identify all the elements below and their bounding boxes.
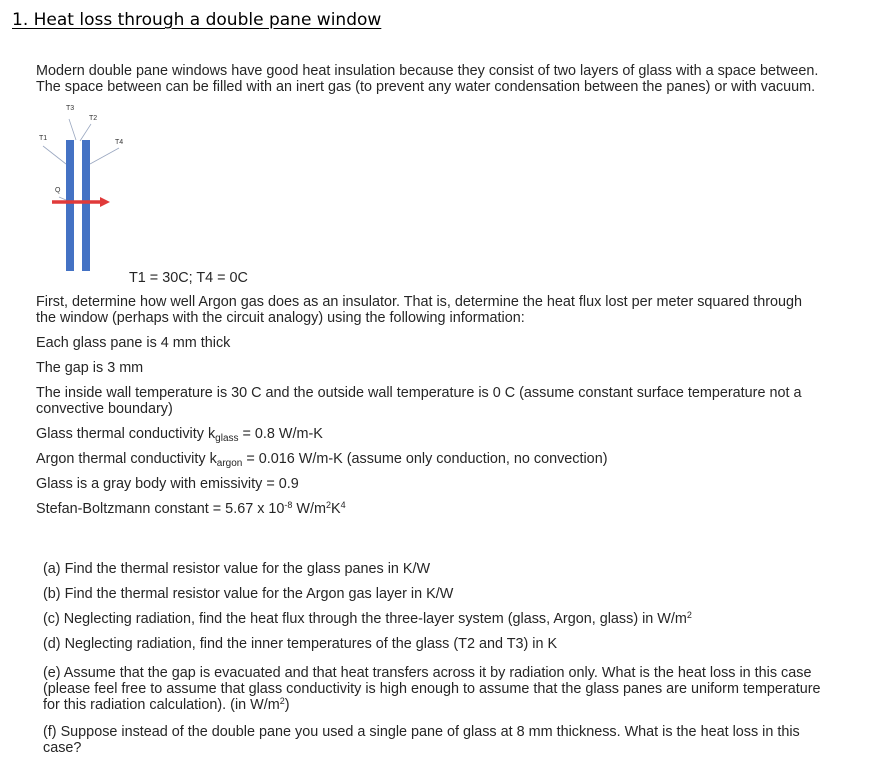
pane-thickness: Each glass pane is 4 mm thick: [36, 335, 231, 351]
question-a: (a) Find the thermal resistor value for the glass panes in K/W: [43, 561, 431, 577]
label-t2: T2: [89, 115, 98, 122]
question-e-line-3: for this radiation calculation). (in $W/m^2$): [43, 696, 290, 713]
t1-leader-line: [43, 146, 66, 164]
task-line-1: First, determine how well Argon gas does as an insulator. That is, determine the heat flux lost per meter squared through: [36, 294, 803, 310]
label-t3: T3: [66, 105, 75, 112]
t3-leader-line: [69, 119, 76, 140]
outer-glass-pane: [82, 140, 90, 271]
label-t4: T4: [115, 139, 124, 146]
inner-glass-pane: [66, 140, 74, 271]
gap-size: The gap is 3 mm: [36, 360, 144, 376]
page-title: 1. Heat loss through a double pane window: [12, 10, 382, 30]
question-e-line-1: (e) Assume that the gap is evacuated and that heat transfers across it by radiation only. What is the heat loss in this case: [43, 665, 812, 681]
intro-line-2: The space between can be filled with an inert gas (to prevent any water condensation between the panes) or with vacuum.: [36, 79, 816, 95]
label-q: Q: [55, 187, 61, 194]
question-c: (c) Neglecting radiation, find the heat flux through the three-layer system (glass, Argon, glass) in $W/m^2$: [43, 610, 692, 627]
question-f-line-1: (f) Suppose instead of the double pane you used a single pane of glass at 8 mm thickness. What is the heat loss in this: [43, 724, 800, 740]
stefan-boltzmann-constant: Stefan-Boltzmann constant = 5.67 x $10^{-8}$ $W/m^2K^4$: [36, 500, 346, 517]
question-d: (d) Neglecting radiation, find the inner temperatures of the glass (T2 and T3) in K: [43, 636, 558, 652]
boundary-temperatures: T1 = 30C; T4 = 0C: [129, 270, 248, 286]
double-pane-diagram: [0, 100, 140, 275]
t2-leader-line: [80, 124, 91, 141]
heat-flow-arrow-head: [100, 197, 110, 207]
glass-emissivity: Glass is a gray body with emissivity = 0.9: [36, 476, 299, 492]
wall-temp-line-2: convective boundary): [36, 401, 173, 417]
label-t1: T1: [39, 135, 48, 142]
glass-conductivity: Glass thermal conductivity $k_{glass} = 0.8$ W/m-K: [36, 426, 323, 444]
intro-line-1: Modern double pane windows have good heat insulation because they consist of two layers of glass with a space between.: [36, 63, 819, 79]
question-b: (b) Find the thermal resistor value for the Argon gas layer in K/W: [43, 586, 454, 602]
argon-conductivity: Argon thermal conductivity $k_{argon} = 0.016$ W/m-K (assume only conduction, no convection): [36, 451, 608, 469]
question-e-line-2: (please feel free to assume that glass conductivity is high enough to assume that the glass panes are uniform temperature: [43, 681, 821, 697]
task-line-2: the window (perhaps with the circuit analogy) using the following information:: [36, 310, 525, 326]
question-f-line-2: case?: [43, 740, 82, 756]
t4-leader-line: [90, 148, 119, 164]
q-leader-line: [59, 197, 66, 200]
wall-temp-line-1: The inside wall temperature is 30 C and the outside wall temperature is 0 C (assume constant surface temperature not a: [36, 385, 802, 401]
